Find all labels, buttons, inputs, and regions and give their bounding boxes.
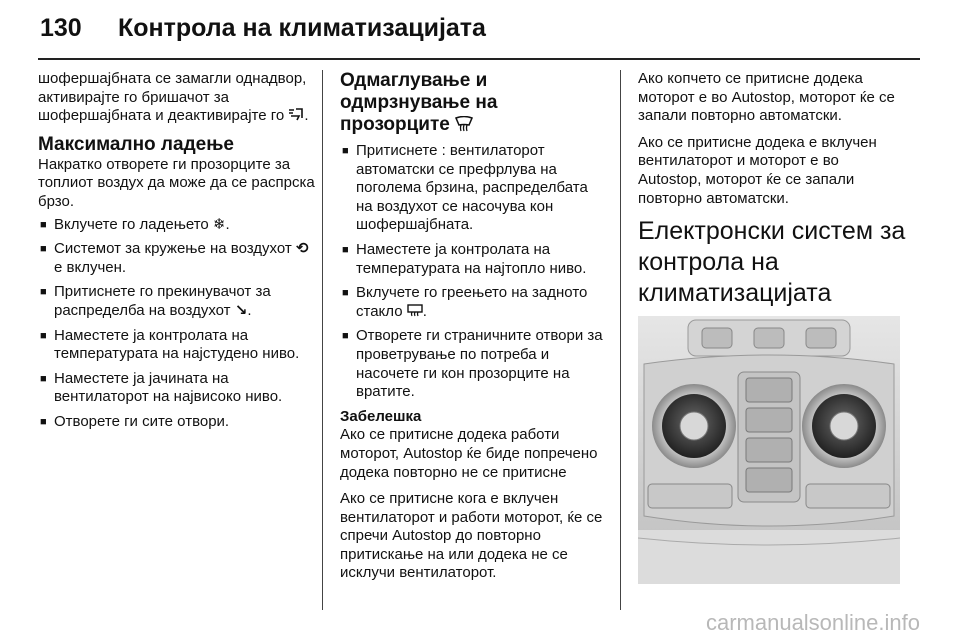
list-item: ■ Отворете ги сите отвори. (40, 412, 230, 430)
recirculation-icon (288, 108, 304, 121)
header-rule (38, 58, 920, 60)
section-title: Електронски систем за контрола на климатизацијата (638, 217, 906, 308)
list-item: ■ Наместете ја контролата на температурата на најтопло ниво. (342, 240, 587, 277)
list-item: ■ Отворете ги страничните отвори за проветрување по потреба и насочете ги кон прозорците на вратите. (342, 327, 603, 401)
autostop-paragraph-2: Ако се притисне додека е вклучен вентилаторот и моторот е во Autostop, моторот ќе се запали повторно автоматски. (638, 133, 877, 207)
defrost-list (340, 142, 605, 402)
rear-window-heating-icon (407, 304, 423, 317)
max-cool-list (38, 216, 316, 432)
intro-text: шофершајбната се замагли однадвор, активирајте го бришачот за шофершајбната и деактивирајте го (38, 70, 307, 125)
column-divider (322, 70, 323, 610)
list-item: ■ Притиснете го прекинувачот за распределба на воздухот ↘. (40, 283, 271, 319)
note-paragraph-2: Ако се притисне кога е вклучен вентилаторот и работи моторот, ќе се спречи Autostop до повторно притискање на или додека не се исклучи вентилаторот. (340, 490, 603, 582)
column-3 (638, 70, 906, 319)
list-item: ■ Вклучете го греењето на задното стакло . (342, 284, 588, 320)
list-item: ■ Вклучете го ладењето ❄. (40, 215, 230, 233)
watermark: carmanualsonline.info (705, 610, 920, 635)
page-title: Контрола на климатизацијата (118, 14, 486, 42)
climate-panel-illustration (638, 316, 900, 584)
list-item: ■ Притиснете : вентилаторот автоматски се префрлува на поголема брзина, распределбата на воздухот се насочува кон шофершајбната. (342, 142, 588, 234)
windscreen-defrost-icon (455, 116, 473, 132)
air-distribution-icon: ↘ (234, 301, 248, 319)
max-cool-heading: Максимално ладење (38, 133, 234, 155)
column-divider (620, 70, 621, 610)
defrost-heading: Одмаглување и одмрзнување на прозорците (340, 70, 498, 135)
column-1 (38, 70, 316, 438)
list-item: ■ Системот за кружење на воздухот ⟲ е вклучен. (40, 240, 309, 276)
snowflake-icon: ❄ (212, 215, 226, 233)
climate-control-panel-image (638, 316, 900, 584)
intro-paragraph: шофершајбната се замагли однадвор, активирајте го бришачот за шофершајбната и деактивирајте го . (38, 70, 309, 125)
note-paragraph-1: Ако се притисне додека работи моторот, Autostop ќе биде попречено додека повторно не се притисне (340, 426, 598, 481)
air-recirculation-icon: ⟲ (295, 240, 309, 258)
column-2 (340, 70, 605, 591)
max-cool-intro: Накратко отворете ги прозорците за топлиот воздух да може да се распрска брзо. (38, 155, 315, 210)
page-number: 130 (40, 14, 82, 42)
list-item: ■ Наместете ја контролата на температурата на најстудено ниво. (40, 326, 300, 363)
note-title: Забелешка (340, 407, 422, 425)
list-item: ■ Наместете ја јачината на вентилаторот на највисоко ниво. (40, 369, 283, 406)
autostop-paragraph-1: Ако копчето се притисне додека моторот е во Autostop, моторот ќе се запали повторно автоматски. (638, 70, 895, 125)
